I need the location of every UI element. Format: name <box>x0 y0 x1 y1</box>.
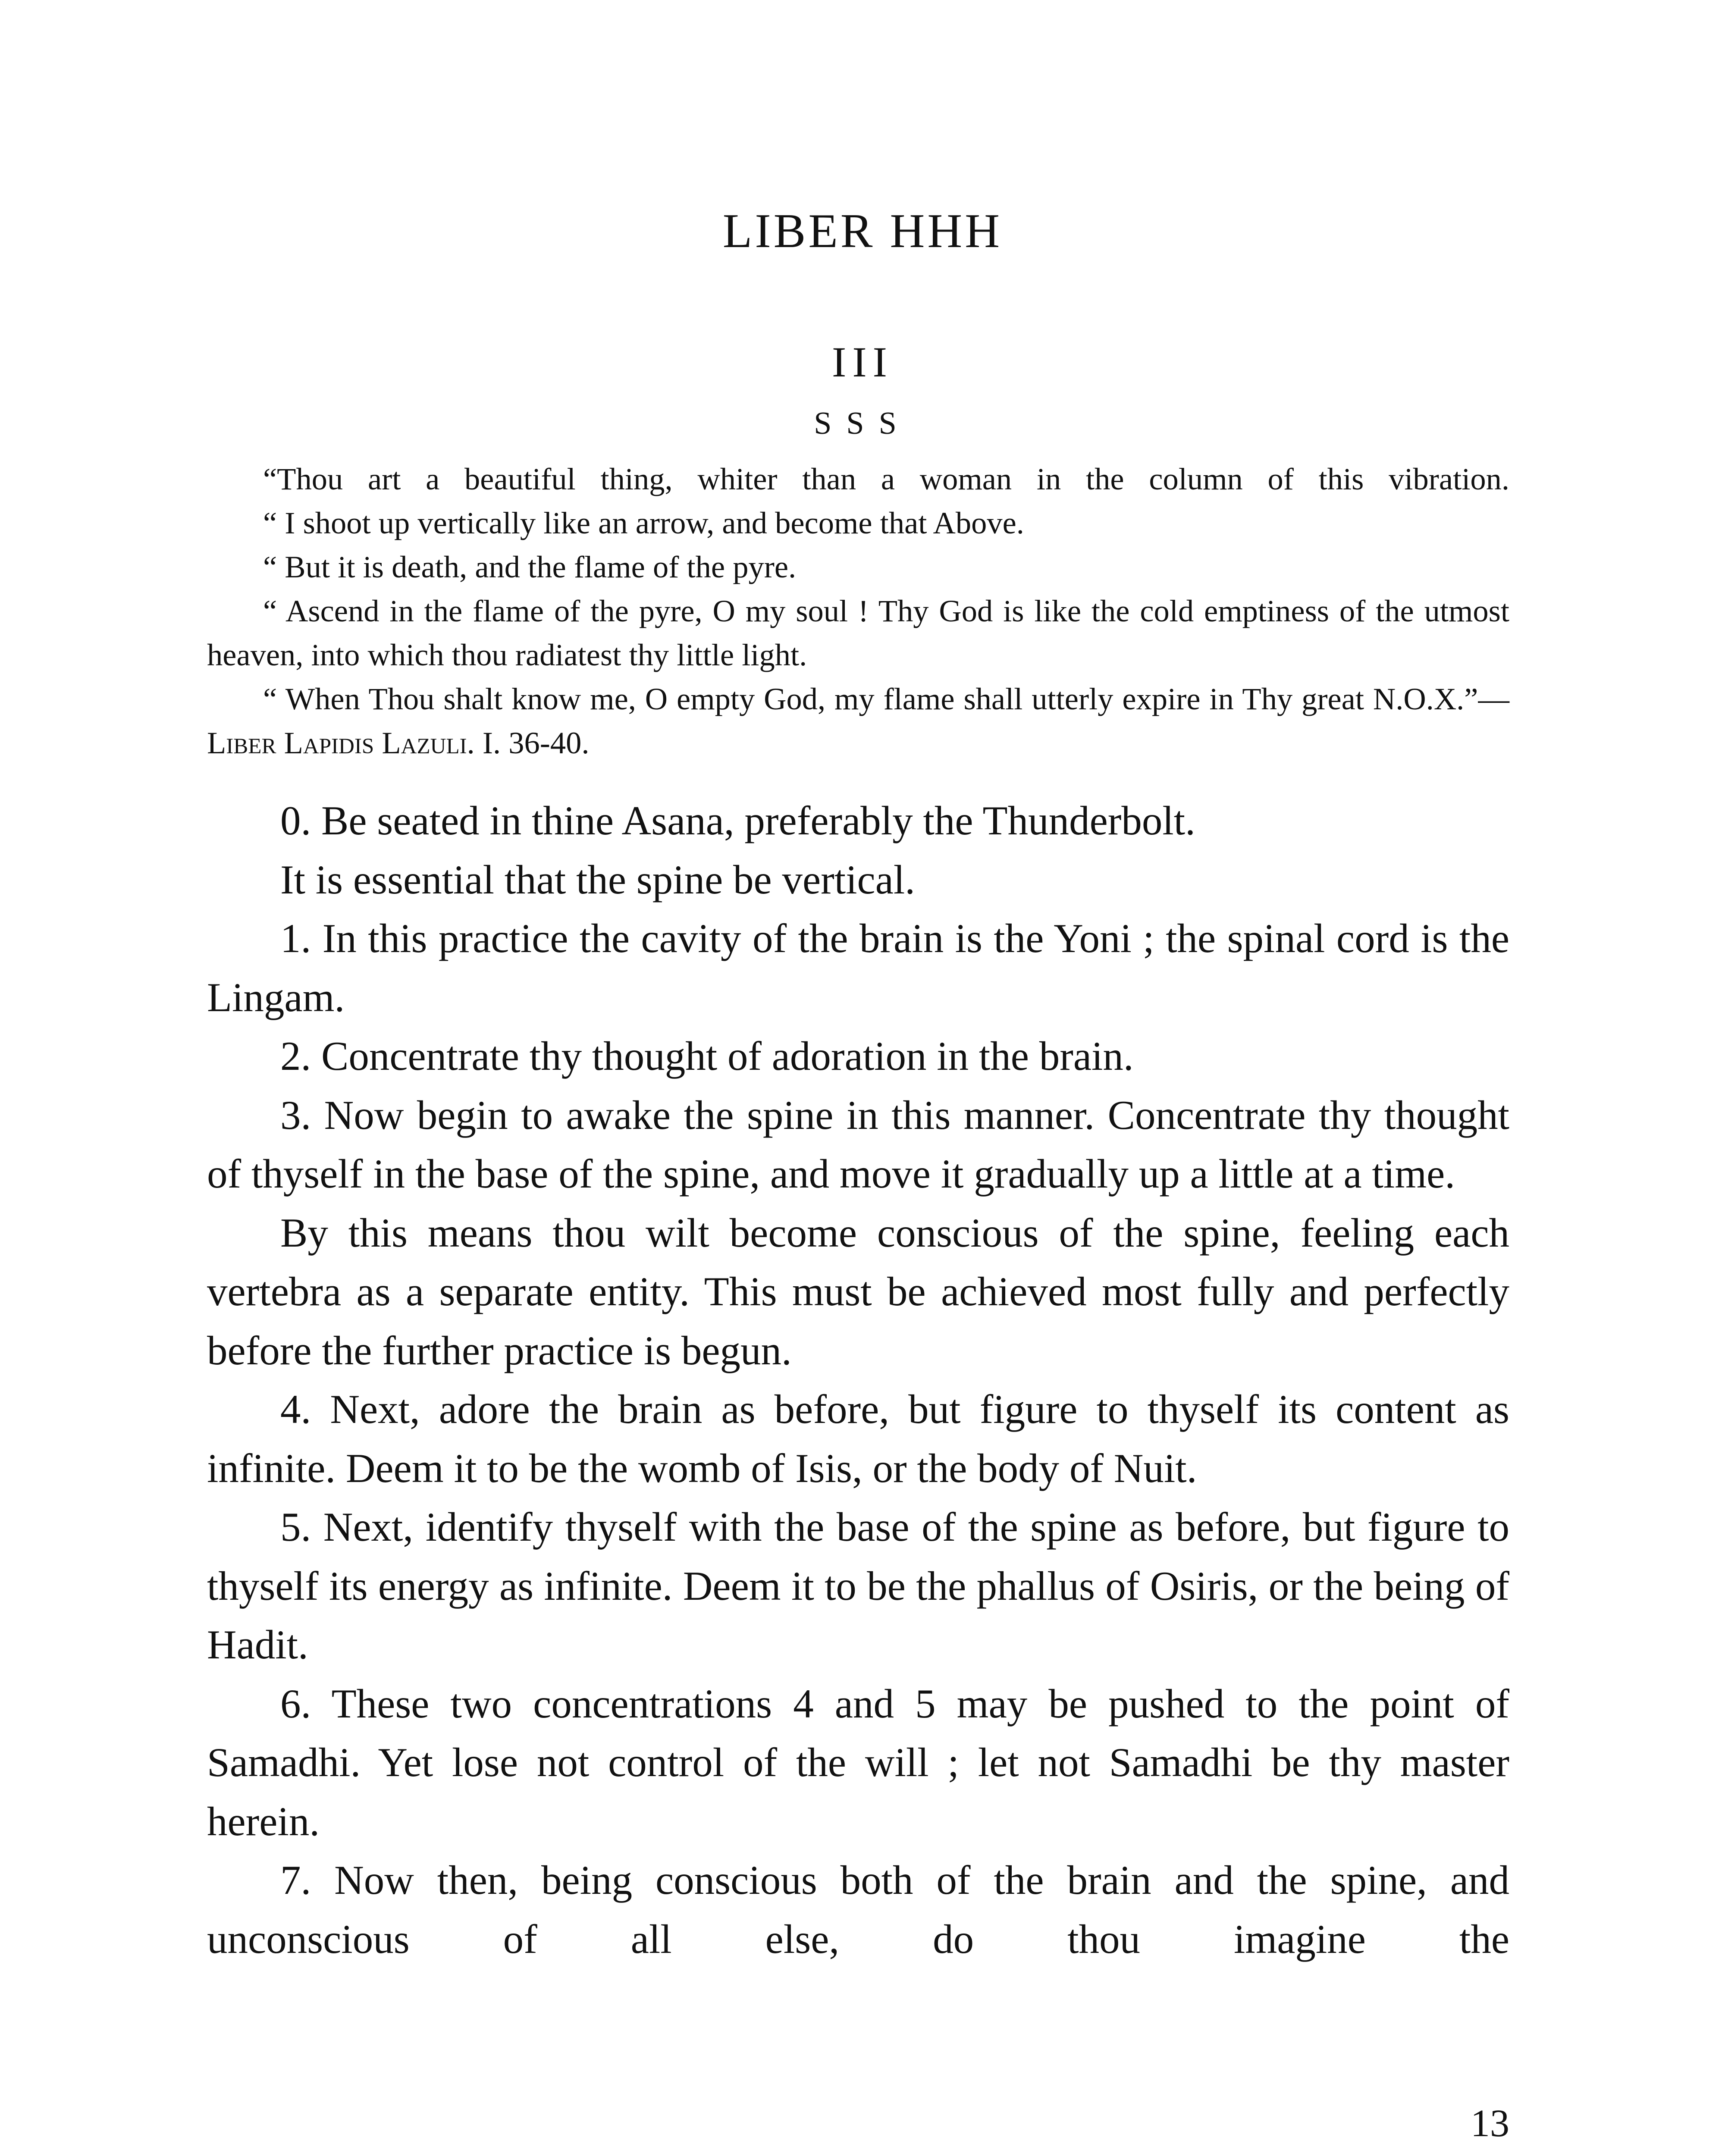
body-text <box>207 791 1509 1968</box>
paragraph-2: 2. Concentrate thy thought of adoration in the brain. <box>280 1033 1134 1079</box>
paragraph-4: 4. Next, adore the brain as before, but figure to thyself its content as infinite. Deem it to be the womb of Isis, or the body of Nuit. <box>207 1386 1509 1491</box>
page-number: 13 <box>1471 2102 1509 2145</box>
paragraph-7: 7. Now then, being conscious both of the brain and the spine, and unconscious of all else, do thou imagine the <box>207 1857 1509 1962</box>
paragraph-1: 1. In this practice the cavity of the brain is the Yoni ; the spinal cord is the Lingam. <box>207 915 1509 1020</box>
paragraph-5: 5. Next, identify thyself with the base of the spine as before, but figure to thyself its energy as infinite. Deem it to be the phallus of Osiris, or the being of Hadit. <box>207 1504 1509 1667</box>
section-title: SSS <box>814 406 911 441</box>
epigraph-line: “Thou art a beautiful thing, whiter than a woman in the column of this vibration. <box>263 461 1509 496</box>
paragraph-3: 3. Now begin to awake the spine in this manner. Concentrate thy thought of thyself in the base of the spine, and move it gradually up a little at a time. <box>207 1092 1509 1197</box>
paragraph-0: 0. Be seated in thine Asana, preferably the Thunderbolt. <box>280 798 1195 843</box>
running-head: LIBER HHH <box>722 204 1003 258</box>
epigraph-source-ref: . I. 36-40. <box>467 725 590 760</box>
epigraph-source-title: Liber Lapidis Lazuli <box>207 725 467 760</box>
paragraph-6: 6. These two concentrations 4 and 5 may be pushed to the point of Samadhi. Yet lose not control of the will ; let not Samadhi be thy master herein. <box>207 1680 1509 1844</box>
epigraph-line: “ But it is death, and the flame of the pyre. <box>263 549 797 584</box>
epigraph-line: “ Ascend in the flame of the pyre, O my soul ! Thy God is like the cold emptiness of the utmost heaven, into which thou radiatest thy little light. <box>207 593 1509 672</box>
epigraph-line <box>207 677 1509 765</box>
paragraph-0-cont: It is essential that the spine be vertical. <box>280 856 916 903</box>
epigraph-line: “ I shoot up vertically like an arrow, and become that Above. <box>263 505 1024 540</box>
paragraph-3-cont: By this means thou wilt become conscious of the spine, feeling each vertebra as a separate entity. This must be achieved most fully and perfectly before the further practice is begun. <box>207 1210 1509 1373</box>
section-number: III <box>832 338 893 386</box>
epigraph <box>207 457 1509 765</box>
epigraph-quote: “ When Thou shalt know me, O empty God, my flame shall utterly expire in Thy great N.O.X.”— <box>263 681 1509 716</box>
